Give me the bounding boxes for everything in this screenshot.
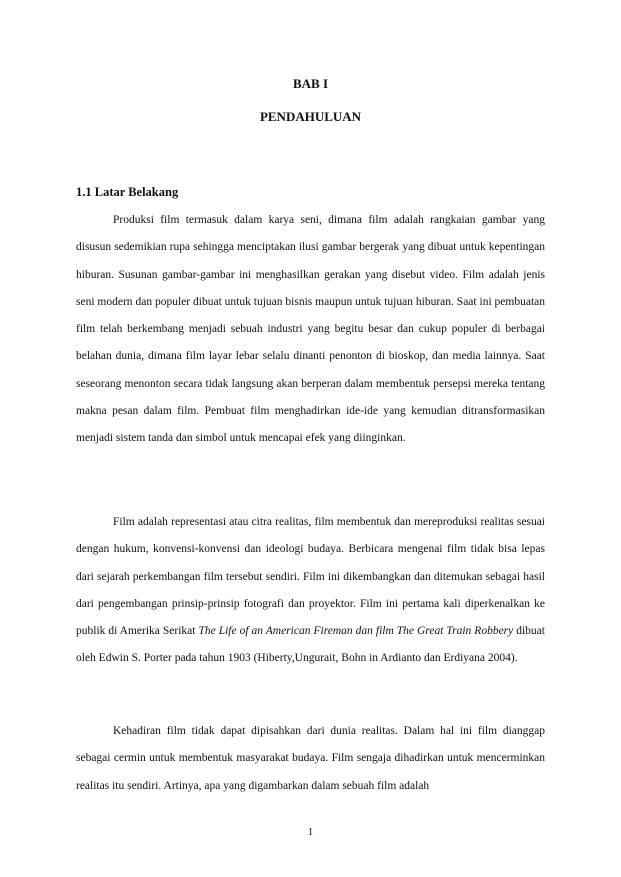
page-number: 1 (307, 826, 314, 838)
film-titles-italic: The Life of an American Fireman dan film The Great Train Robbery (198, 625, 514, 638)
chapter-label: BAB I (292, 76, 329, 91)
chapter-title: PENDAHULUAN (259, 109, 362, 124)
section-heading: 1.1 Latar Belakang (76, 185, 179, 199)
paragraph-2-citation: dibuat oleh Edwin S. Porter pada tahun 1903 (Hiberty,Ungurait, Bohn in Ardianto dan Erdiyana 2004). (76, 625, 545, 665)
paragraph-3: Kehadiran film tidak dapat dipisahkan dari dunia realitas. Dalam hal ini film dianggap sebagai cermin untuk membentuk masyarakat budaya. Film sengaja dihadirkan untuk mencerminkan realitas itu sendiri. Artinya, apa yang digambarkan dalam sebuah film adalah (76, 725, 545, 792)
paragraph-1: Produksi film termasuk dalam karya seni, dimana film adalah rangkaian gambar yang disusun sedemikian rupa sehingga menciptakan ilusi gambar bergerak yang dibuat untuk kepentingan hiburan. Susunan gambar-gambar ini menghasilkan gerakan yang disebut video. Film adalah jenis seni modern dan populer dibuat untuk tujuan bisnis maupun untuk tujuan hiburan. Saat ini pembuatan film telah berkembang menjadi sebuah industri yang begitu besar dan cukup populer di berbagai belahan dunia, dimana film layar lebar selalu dinanti penonton di bioskop, dan media lainnya. Saat seseorang menonton secara tidak langsung akan berperan dalam membentuk persepsi mereka tentang makna pesan dalam film. Pembuat film menghadirkan ide-ide yang kemudian ditransformasikan menjadi sistem tanda dan simbol untuk mencapai efek yang diinginkan. (76, 214, 545, 445)
paragraph-2 (76, 509, 545, 673)
paragraph-2-text: Film adalah representasi atau citra realitas, film membentuk dan mereproduksi realitas sesuai dengan hukum, konvensi-konvensi dan ideologi budaya. Berbicara mengenai film tidak bisa lepas dari sejarah perkembangan film tersebut sendiri. Film ini dikembangkan dan ditemukan sebagai hasil dari pengembangan prinsip-prinsip fotografi dan proyektor. Film ini pertama kali diperkenalkan ke publik di Amerika Serikat (76, 516, 545, 638)
